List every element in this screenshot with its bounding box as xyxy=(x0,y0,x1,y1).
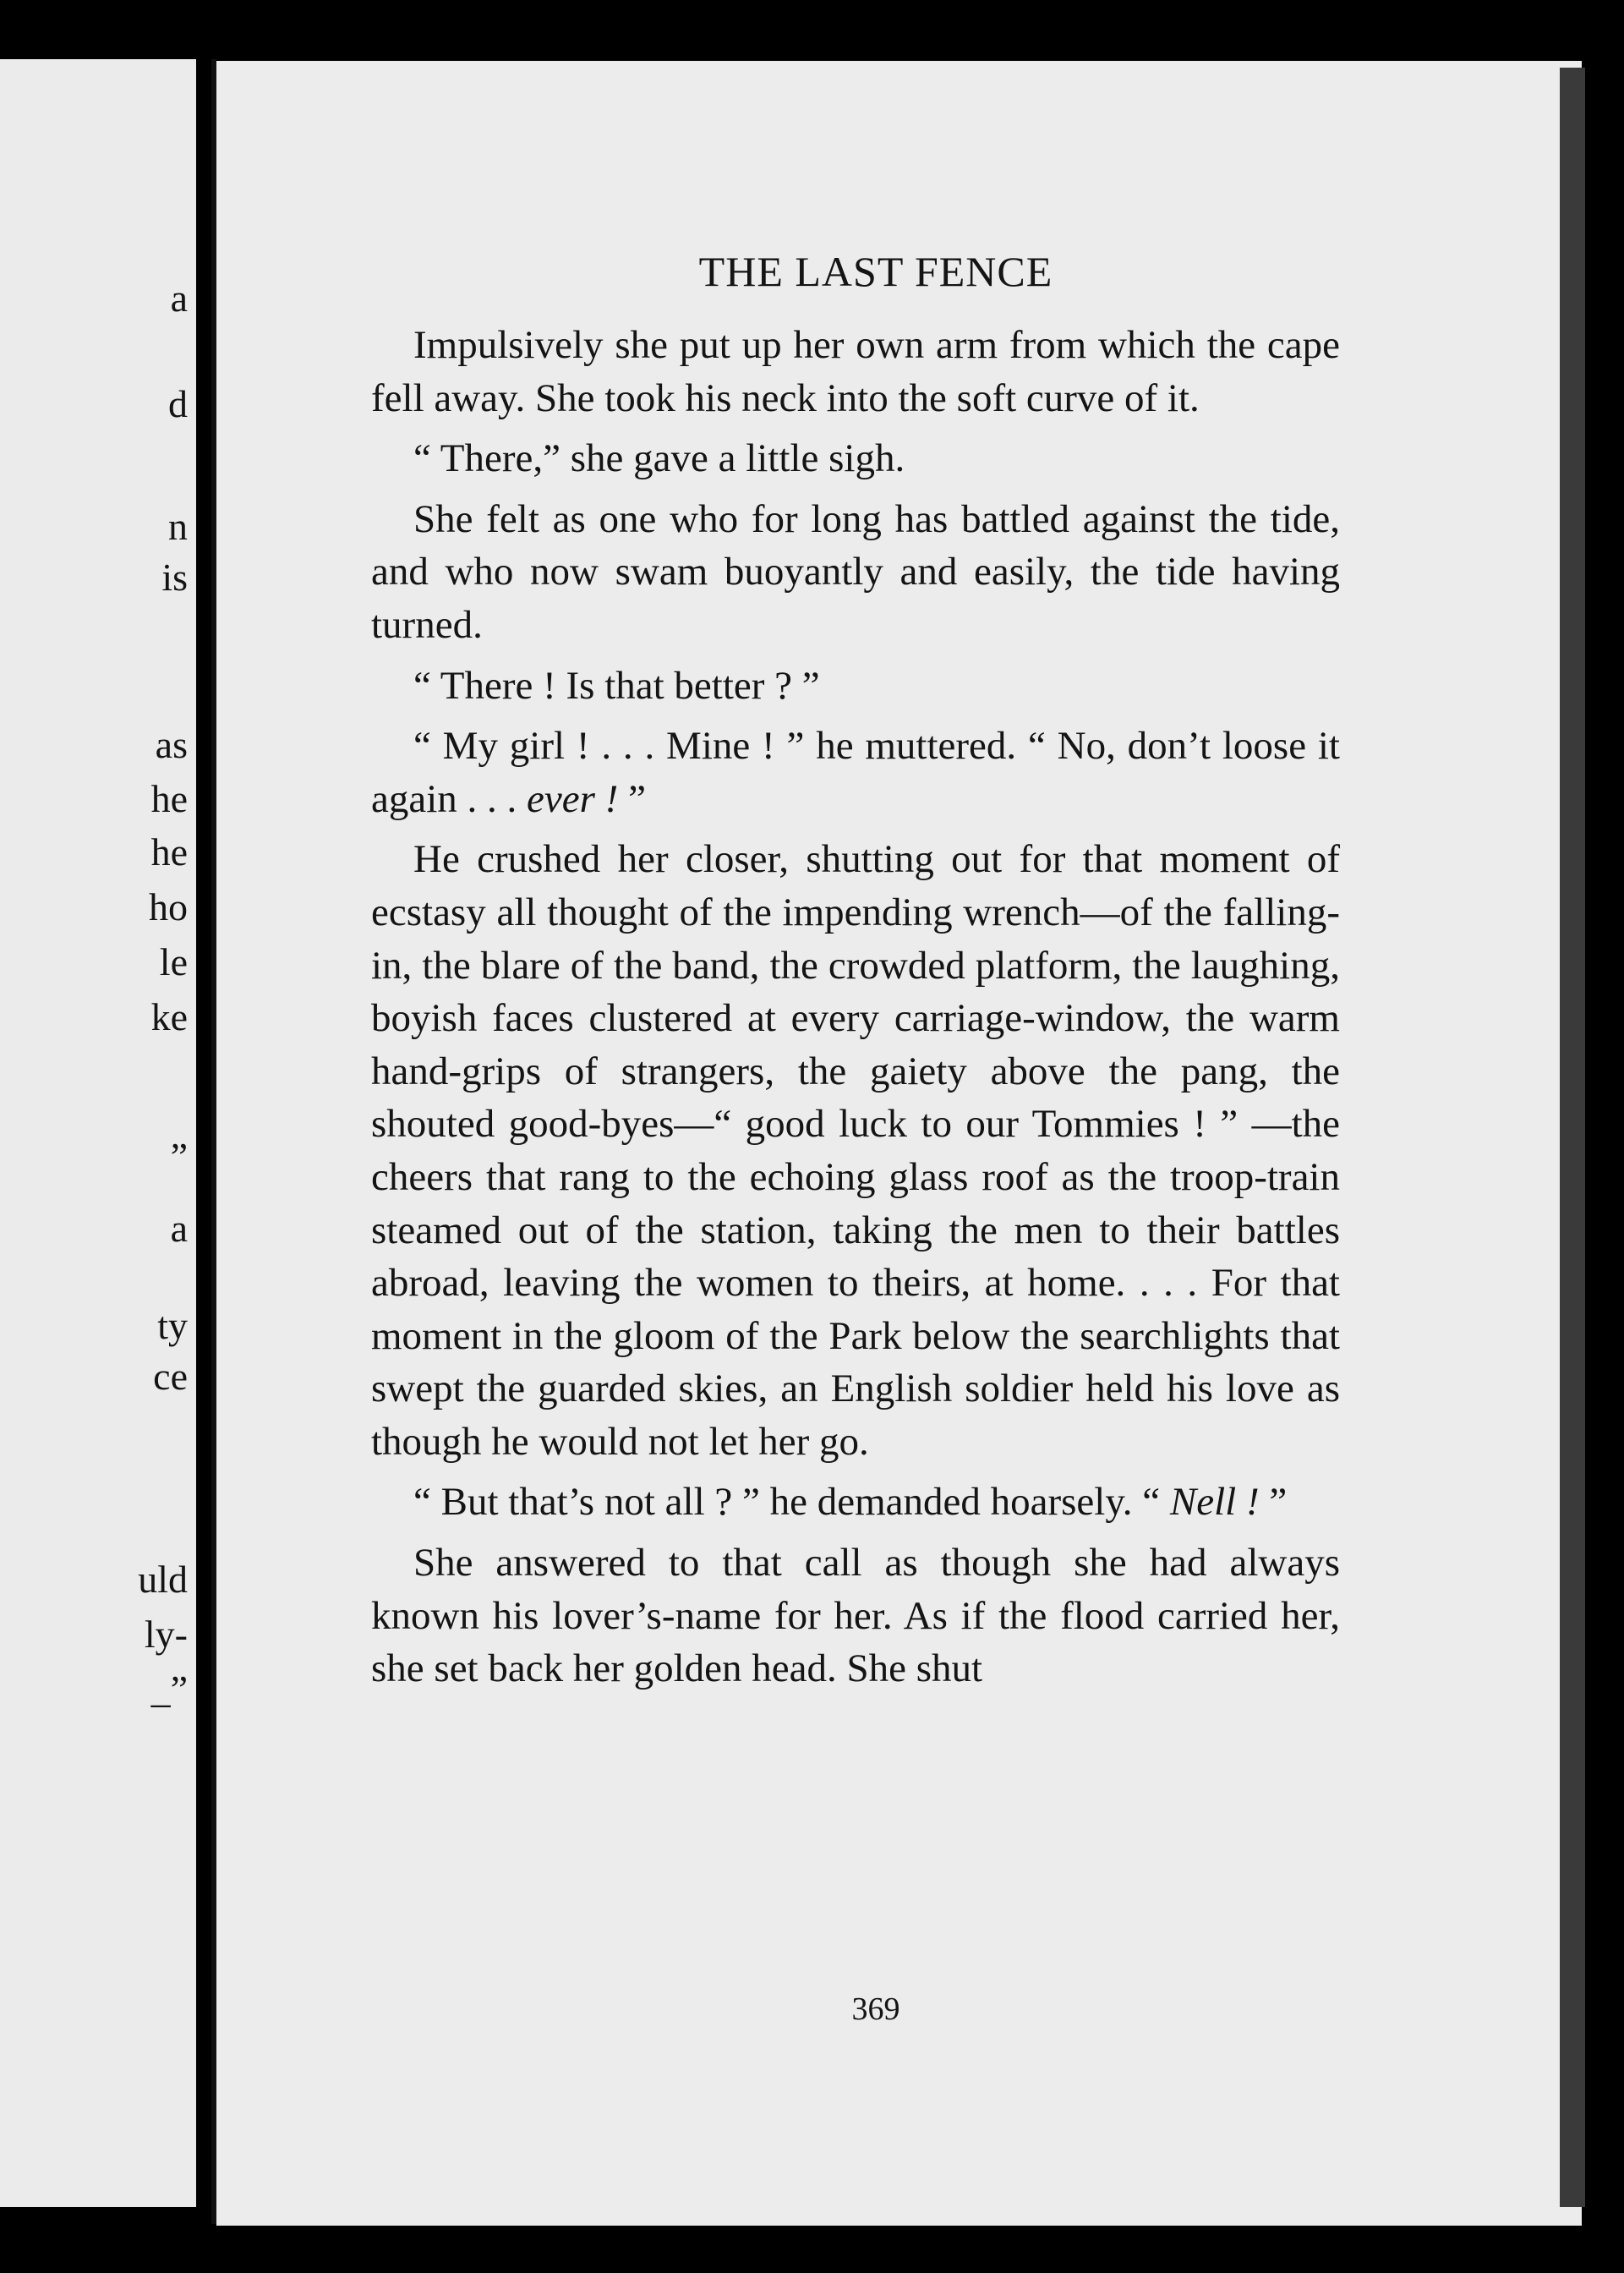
left-page-fragment: le xyxy=(159,940,188,983)
left-page-fragment: ho xyxy=(149,885,188,928)
text-run: He crushed her closer, shutting out for that moment of ecstasy all thought of the impending wrench—of the falling-in, the blare of the band, the crowded platform, the laughing, boyish faces clustered at every carriage-window, the warm hand-grips of strangers, the gaiety above the pang, the shouted good-byes—“ good luck to our Tommies ! ” —the cheers that rang to the echoing glass roof as the troop-train steamed out of the station, taking the men to their battles abroad, leaving the women to theirs, at home. . . . For that moment in the gloom of the Park below the searchlights that swept the guarded skies, an English soldier held his love as though he would not let her go. xyxy=(371,837,1340,1464)
left-page-fragment: a xyxy=(170,1207,188,1250)
text-run: She answered to that call as though she had always known his lover’s-name for her. As if the flood carried her, she set back her golden head. She shut xyxy=(371,1541,1340,1691)
left-page-fragment: ty xyxy=(157,1304,188,1347)
paragraph xyxy=(371,319,1340,424)
text-run: “ There,” she gave a little sigh. xyxy=(413,436,905,481)
left-page-edge xyxy=(0,59,196,2207)
paragraph xyxy=(371,720,1340,825)
page-edge-shadow xyxy=(1560,68,1585,2207)
left-page-fragment: n xyxy=(168,505,188,548)
italic-text: ever ! xyxy=(527,776,619,821)
text-run: She felt as one who for long has battled against the tide, and who now swam buoyantly and easily, the tide having turned. xyxy=(371,496,1340,647)
page-number: 369 xyxy=(851,1991,900,2027)
paragraph xyxy=(371,432,1340,485)
paragraph xyxy=(371,1536,1340,1695)
left-page-fragment: a xyxy=(170,277,188,320)
italic-text: Nell ! xyxy=(1169,1480,1260,1525)
body-text xyxy=(371,319,1340,1703)
paragraph xyxy=(371,1476,1340,1529)
left-page-fragment: _” xyxy=(150,1668,188,1711)
paragraph xyxy=(371,660,1340,713)
running-head: THE LAST FENCE xyxy=(698,248,1053,295)
left-page-fragment: ke xyxy=(150,995,188,1038)
text-run: “ There ! Is that better ? ” xyxy=(413,663,820,708)
paragraph xyxy=(371,493,1340,652)
left-page-fragment: as xyxy=(155,723,188,766)
text-run: “ But that’s not all ? ” he demanded hoarsely. “ xyxy=(413,1480,1170,1525)
text-run: ” xyxy=(1259,1480,1288,1525)
left-page-fragment: he xyxy=(150,777,188,820)
paragraph xyxy=(371,833,1340,1468)
left-page-fragment: ” xyxy=(170,1135,188,1178)
left-page-fragment: uld xyxy=(138,1558,188,1601)
text-run: Impulsively she put up her own arm from which the cape fell away. She took his neck into the soft curve of it. xyxy=(371,323,1340,420)
left-page-fragment: ce xyxy=(153,1355,188,1398)
right-page xyxy=(216,61,1582,2226)
left-page-fragment: d xyxy=(168,382,188,425)
left-page-fragment: is xyxy=(161,556,188,599)
text-run: ” xyxy=(618,776,646,821)
left-page-fragment: ly- xyxy=(144,1613,188,1656)
text-run: “ My girl ! . . . Mine ! ” he muttered. “ No, don’t loose it again . . . xyxy=(371,724,1340,821)
left-page-fragment: he xyxy=(150,830,188,874)
